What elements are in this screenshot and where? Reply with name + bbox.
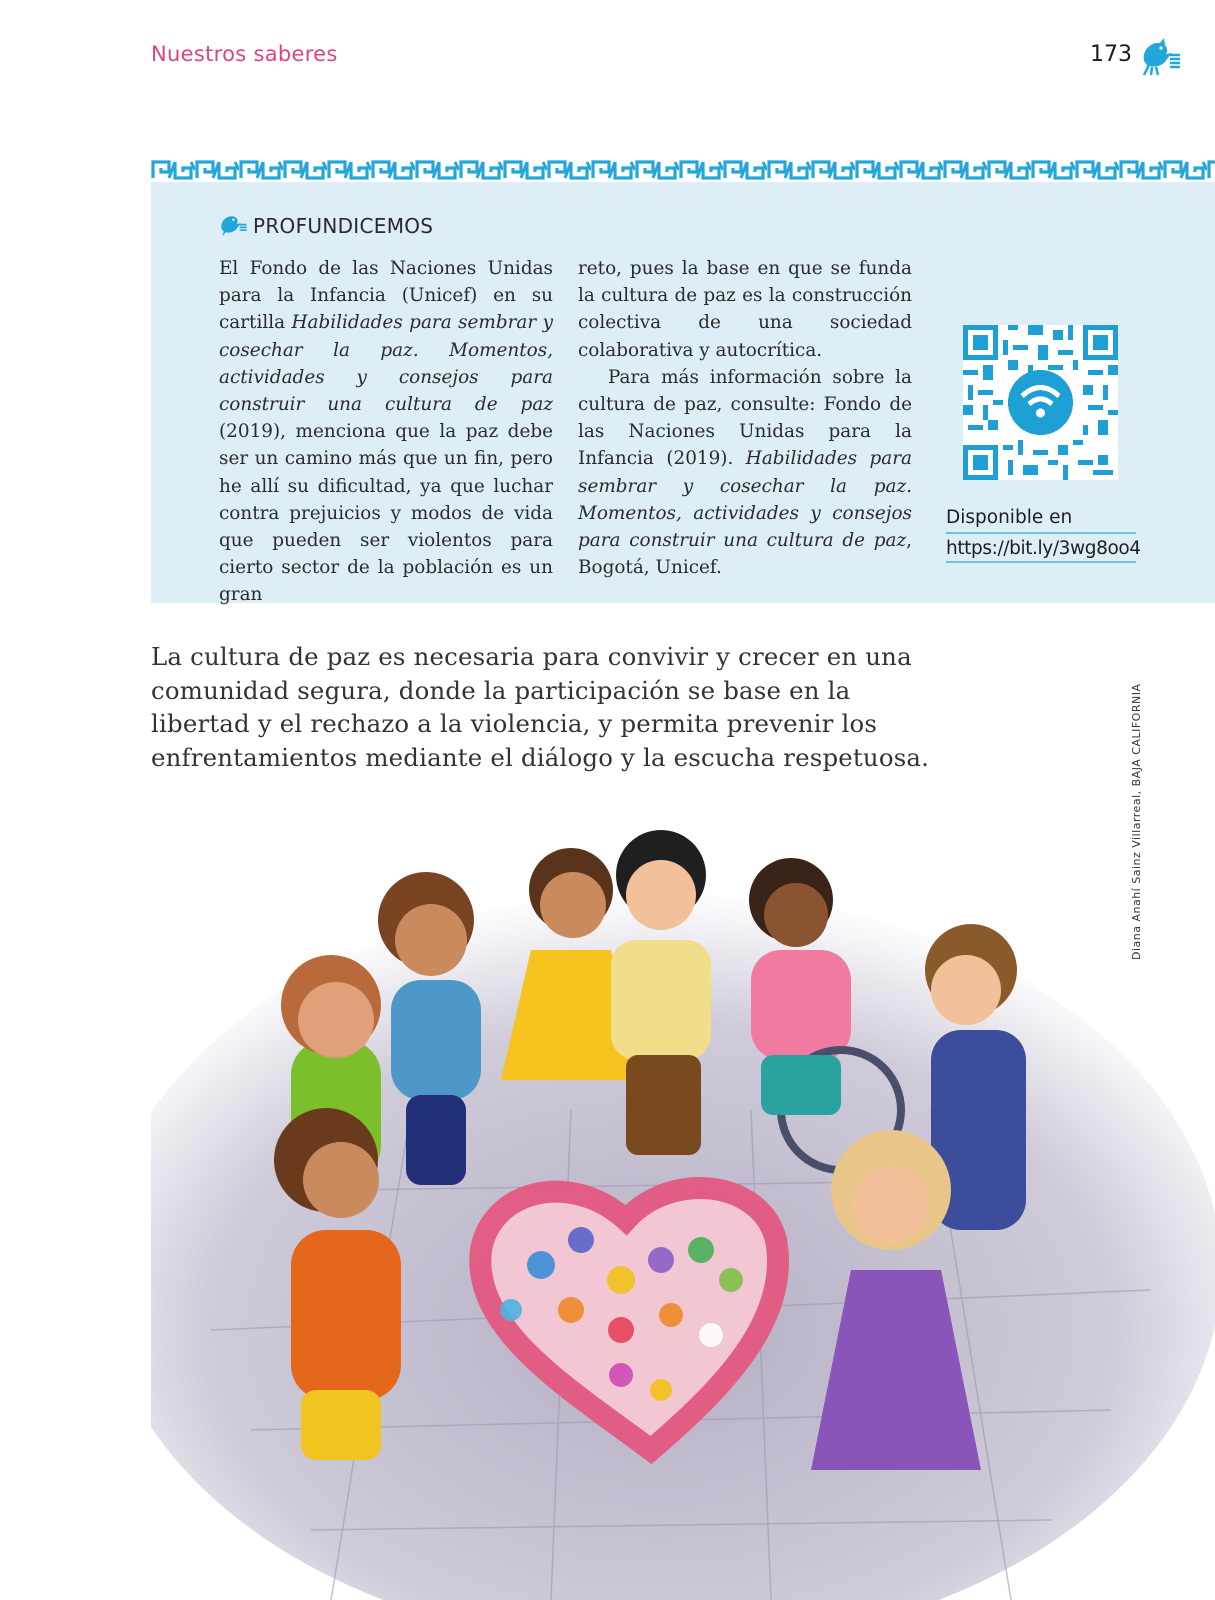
cuauhtli-bird-icon	[216, 212, 248, 240]
cuauhtli-bird-icon	[1136, 37, 1182, 77]
child-yellow-shirt	[611, 830, 711, 1155]
box-column-2	[578, 255, 912, 581]
caption-underline	[946, 532, 1136, 534]
box-heading-text: PROFUNDICEMOS	[253, 214, 434, 238]
box-paragraph-2: reto, pues la base en que se funda la cultura de paz es la construcción colectiva de una sociedad colaborativa y autocrítica.	[578, 258, 912, 361]
page-number: 173	[1090, 42, 1132, 67]
box-column-1	[219, 255, 553, 609]
greca-border	[151, 158, 1215, 182]
qr-caption-label: Disponible en	[946, 507, 1073, 528]
box-heading	[216, 212, 433, 240]
intro-paragraph: La cultura de paz es necesaria para convivir y crecer en una comunidad segura, donde la participación se base en la libertad y el rechazo a la violencia, y permita prevenir los enfrentamientos mediante el diálogo y la escucha respetuosa.	[151, 642, 930, 772]
section-label: Nuestros saberes	[151, 42, 338, 66]
book-title: Habilidades para sembrar y cosechar la paz. Momentos, actividades y consejos para construir una cultura de paz	[219, 312, 554, 416]
illustration-credit: Diana Anahí Sainz Villarreal, BAJA CALIFORNIA	[1130, 683, 1143, 960]
reference-title: Habilidades para sembrar y cosechar la paz. Momentos, actividades y consejos para construir una cultura de paz	[578, 448, 913, 552]
qr-code[interactable]	[963, 325, 1118, 480]
link-underline	[946, 561, 1136, 563]
qr-link[interactable]: https://bit.ly/3wg8oo4	[946, 538, 1141, 559]
box-paragraph-3: Para más información sobre la cultura de paz, consulte: Fondo de las Naciones Unidas para la Infancia (2019). Habilidades para sembrar y cosechar la paz. Momentos, actividades y consejos para construir una cultura de paz, Bogotá, Unicef.	[578, 366, 913, 579]
box-paragraph-1: El Fondo de las Naciones Unidas para la Infancia (Unicef) en su cartilla Habilidades para sembrar y cosechar la paz. Momentos, actividades y consejos para construir una cultura de paz (2019), menciona que la paz debe ser un camino más que un fin, pero he allí su dificultad, ya que luchar contra prejuicios y modos de vida que pueden ser violentos para cierto sector de la población es un gran	[219, 258, 554, 606]
